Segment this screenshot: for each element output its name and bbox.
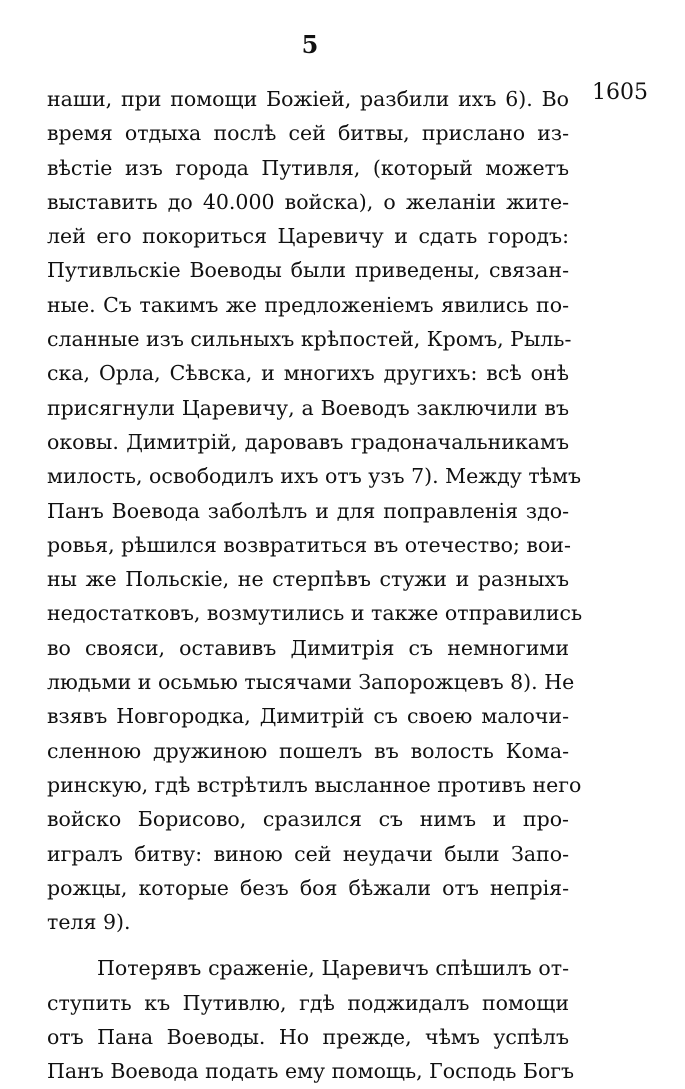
text-line: ска, Орла, Сѣвска, и многихъ другихъ: всѣ онѣ <box>47 361 569 386</box>
text-line: Панъ Воевода подать ему помощь, Господь Богъ <box>47 1059 575 1084</box>
text-line: ступить къ Путивлю, гдѣ поджидалъ помощи <box>47 990 569 1015</box>
paragraph-gap <box>47 939 569 951</box>
text-line: оковы. Димитрій, даровавъ градоначальникамъ <box>47 429 569 454</box>
text-line: недостатковъ, возмутились и также отправились <box>47 601 583 626</box>
text-line: отъ Пана Воеводы. Но прежде, чѣмъ успѣлъ <box>47 1025 569 1050</box>
text-line: лей его покориться Царевичу и сдать городъ: <box>47 224 569 249</box>
paragraph <box>47 951 575 1088</box>
text-line: ринскую, гдѣ встрѣтилъ высланное противъ него <box>47 772 582 797</box>
text-line: присягнули Царевичу, а Воеводъ заключили въ <box>47 395 569 420</box>
text-line: Панъ Воевода заболѣлъ и для поправленія здо- <box>47 498 569 523</box>
text-line: время отдыха послѣ сей битвы, прислано из- <box>47 121 569 146</box>
margin-year: 1605 <box>592 80 648 105</box>
text-line: Потерявъ сраженіе, Царевичъ спѣшилъ от- <box>97 956 569 981</box>
text-line: выставить до 40.000 войска), о желаніи жите- <box>47 189 569 214</box>
text-line: вѣстіе изъ города Путивля, (который можетъ <box>47 155 569 180</box>
paragraph <box>47 82 583 939</box>
text-line: Путивльскіе Воеводы были приведены, связан- <box>47 258 569 283</box>
text-line: сланные изъ сильныхъ крѣпостей, Кромъ, Рыль- <box>47 327 572 352</box>
text-line: людьми и осьмью тысячами Запорожцевъ 8). Не <box>47 670 575 695</box>
text-line: наши, при помощи Божіей, разбили ихъ 6). Во <box>47 87 569 111</box>
text-line: сленною дружиною пошелъ въ волость Кома- <box>47 738 569 763</box>
text-line: взявъ Новгородка, Димитрій съ своею малочи- <box>47 704 569 729</box>
body-text <box>47 82 583 1089</box>
text-line: ны же Польскіе, не стерпѣвъ стужи и разныхъ <box>47 567 569 592</box>
text-line: ровья, рѣшился возвратиться въ отечество; вои- <box>47 532 571 557</box>
text-line: теля 9). <box>47 910 131 935</box>
text-line: рожцы, которые безъ боя бѣжали отъ непрія- <box>47 875 569 900</box>
text-line: во свояси, оставивъ Димитрія съ немногими <box>47 635 569 660</box>
text-line: игралъ битву: виною сей неудачи были Запо- <box>47 841 569 866</box>
text-line: войско Борисово, сразился съ нимъ и про- <box>47 807 569 832</box>
text-line: ные. Съ такимъ же предложеніемъ явились по- <box>47 292 569 317</box>
text-line: милость, освободилъ ихъ отъ узъ 7). Между тѣмъ <box>47 464 582 489</box>
page-number: 5 <box>301 30 319 59</box>
